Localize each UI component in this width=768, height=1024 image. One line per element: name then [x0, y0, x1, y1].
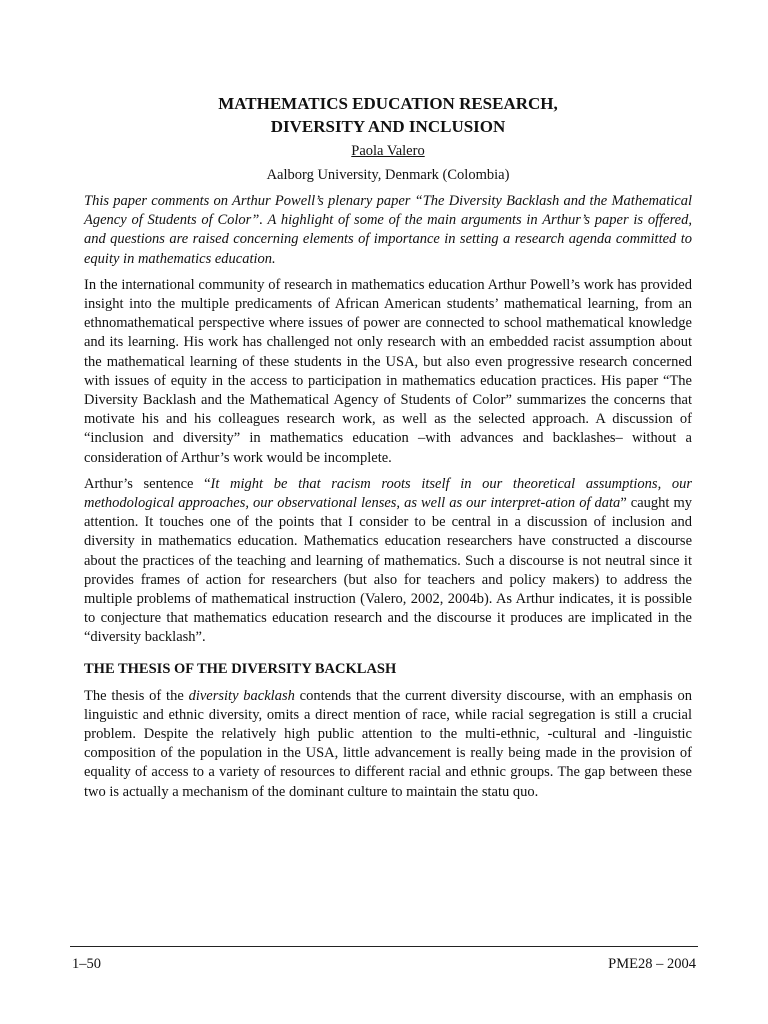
conference-label: PME28 – 2004	[608, 956, 696, 972]
page-number: 1–50	[72, 956, 101, 972]
body-paragraph-1: In the international community of research in mathematics education Arthur Powell’s work has provided insight into the multiple predicaments of African American students’ mathematical learning, from an ethnomathematical perspective where issues of power are connected to school mathematical knowledge and its learning. His work has challenged not only research with an embedded racist assumption about the mathematical learning of these students in the USA, but also even progressive research concerned with issues of equity in the access to participation in mathematics education practices. His paper “The Diversity Backlash and the Mathematical Agency of Students of Color” summarizes the concerns that motivate his and his colleagues research work, as well as the selected approach. A discussion of “inclusion and diversity” in mathematics education –with advances and backlashes– without a consideration of Arthur’s work would be incomplete.	[84, 276, 692, 466]
page-content	[84, 92, 692, 809]
para2-rest: ” caught my attention. It touches one of the points that I consider to be central in a discussion of inclusion and diversity in mathematics education. Mathematics education researchers have constructed a discourse about the practices of the teaching and learning of mathematics. Such a discourse is not neutral since it provides frames of action for researchers (but also for teachers and policy makers) to address the multiple problems of mathematical instruction (Valero, 2002, 2004b). As Arthur indicates, it is possible to conjecture that mathematics education research and the discourse it produces are implicated in the “diversity backlash”.	[84, 495, 693, 646]
para3-start: The thesis of the	[84, 687, 189, 704]
section-heading: THE THESIS OF THE DIVERSITY BACKLASH	[84, 660, 397, 677]
para3-rest: contends that the current diversity discourse, with an emphasis on linguistic and ethnic diversity, omits a direct mention of race, while racial segregation is still a crucial problem. Despite the relatively high public attention to the multi-ethnic, -cultural and -linguistic composition of the population in the USA, little advancement is really being made in the provision of equality of access to a variety of resources to different racial and ethnic groups. The gap between these two is actually a mechanism of the dominant culture to maintain the statu quo.	[84, 687, 692, 800]
para3-emphasis: diversity backlash	[188, 687, 295, 704]
footer-divider	[70, 946, 698, 947]
para2-start: Arthur’s sentence “	[84, 475, 211, 492]
abstract: This paper comments on Arthur Powell’s plenary paper “The Diversity Backlash and the Mathematical Agency of Students of Color”. A highlight of some of the main arguments in Arthur’s paper is offered, and questions are raised concerning elements of importance in setting a research agenda committed to equity in mathematics education.	[84, 193, 692, 267]
paper-title	[84, 92, 692, 138]
body-paragraph-2	[84, 475, 692, 648]
title-line-2: DIVERSITY AND INCLUSION	[270, 117, 506, 136]
title-line-1: MATHEMATICS EDUCATION RESEARCH,	[218, 94, 558, 113]
author-name: Paola Valero	[351, 143, 425, 159]
author-affiliation: Aalborg University, Denmark (Colombia)	[266, 167, 510, 183]
para2-quote: It might be that racism roots itself in our theoretical assumptions, our methodological approaches, our observational lenses, as well as our interpret-ation of data	[84, 475, 692, 512]
body-paragraph-3	[84, 687, 692, 802]
